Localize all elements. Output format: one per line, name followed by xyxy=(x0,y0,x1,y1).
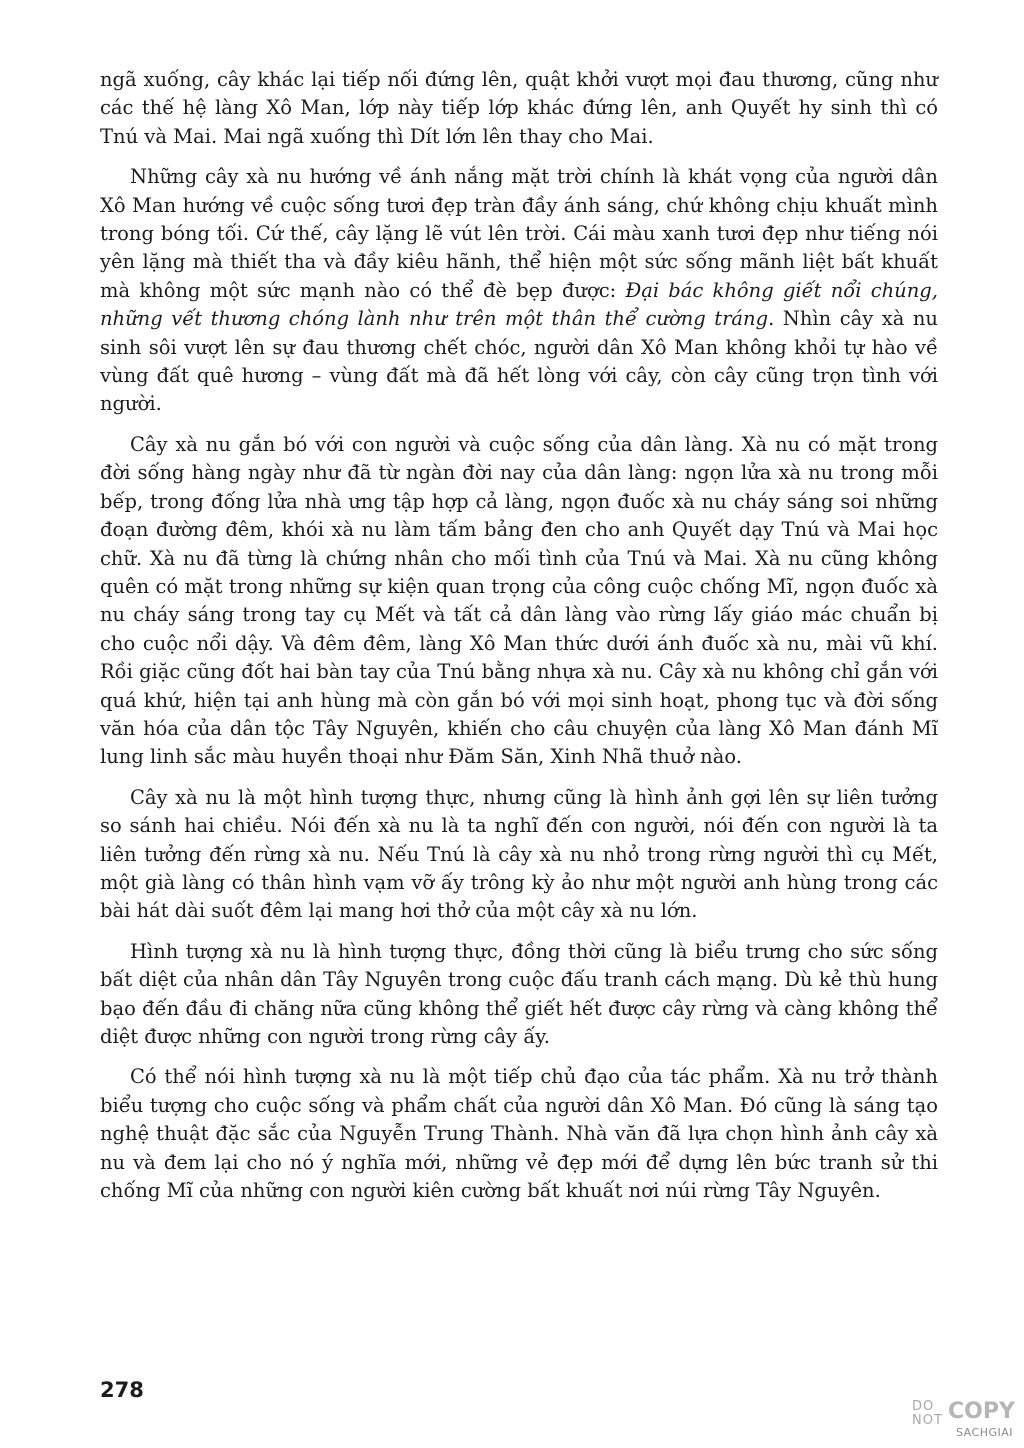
paragraph-1: ngã xuống, cây khác lại tiếp nối đứng lên, quật khởi vượt mọi đau thương, cũng như các thế hệ làng Xô Man, lớp này tiếp lớp khác đứng lên, anh Quyết hy sinh thì có Tnú và Mai. Mai ngã xuống thì Dít lớn lên thay cho Mai. xyxy=(100,68,938,148)
watermark-copy: COPY xyxy=(948,1399,1015,1424)
paragraph-2-after: . Nhìn cây xà nu sinh sôi vượt lên sự đau thương chết chóc, người dân Xô Man không khỏi tự hào về vùng đất quê hương – vùng đất mà đã hết lòng với cây, còn cây cũng trọn tình với người. xyxy=(100,307,938,416)
watermark xyxy=(912,1398,1018,1444)
page-body xyxy=(100,66,938,1217)
paragraph-5: Hình tượng xà nu là hình tượng thực, đồng thời cũng là biểu trưng cho sức sống bất diệt của nhân dân Tây Nguyên trong cuộc đấu tranh cách mạng. Dù kẻ thù hung bạo đến đầu đi chăng nữa cũng không thể giết hết được cây rừng và càng không thể diệt được những con người trong rừng cây ấy. xyxy=(100,939,938,1048)
watermark-do: DO xyxy=(912,1399,935,1414)
page-number: 278 xyxy=(100,1378,144,1402)
watermark-not: NOT xyxy=(912,1413,943,1428)
paragraph-4: Cây xà nu là một hình tượng thực, nhưng cũng là hình ảnh gợi lên sự liên tưởng so sánh hai chiều. Nói đến xà nu là ta nghĩ đến con người, nói đến con người là ta liên tưởng đến rừng xà nu. Nếu Tnú là cây xà nu nhỏ trong rừng người thì cụ Mết, một già làng có thân hình vạm vỡ ấy trông kỳ ảo như một người anh hùng trong các bài hát dài suốt đêm lại mang hơi thở của một cây xà nu lớn. xyxy=(100,785,938,923)
watermark-brand: SACHGIAI xyxy=(956,1426,1014,1439)
paragraph-6: Có thể nói hình tượng xà nu là một tiếp chủ đạo của tác phẩm. Xà nu trở thành biểu tượng cho cuộc sống và phẩm chất của người dân Xô Man. Đó cũng là sáng tạo nghệ thuật đặc sắc của Nguyễn Trung Thành. Nhà văn đã lựa chọn hình ảnh cây xà nu và đem lại cho nó ý nghĩa mới, những vẻ đẹp mới để dựng lên bức tranh sử thi chống Mĩ của những con người kiên cường bất khuất nơi núi rừng Tây Nguyên. xyxy=(100,1065,938,1203)
paragraph-2 xyxy=(100,163,938,419)
paragraph-2-before: Những cây xà nu hướng về ánh nắng mặt trời chính là khát vọng của người dân Xô Man hướng về cuộc sống tươi đẹp tràn đầy ánh sáng, chứ không chịu khuất mình trong bóng tối. Cứ thế, cây lặng lẽ vút lên trời. Cái màu xanh tươi đẹp như tiếng nói yên lặng mà thiết tha và đầy kiêu hãnh, thể hiện một sức sống mãnh liệt bất khuất mà không một sức mạnh nào có thể đè bẹp được: xyxy=(100,165,938,302)
paragraph-2-quote: Đại bác không giết nổi chúng, những vết thương chóng lành như trên một thân thể cường tráng xyxy=(100,278,938,331)
paragraph-3: Cây xà nu gắn bó với con người và cuộc sống của dân làng. Xà nu có mặt trong đời sống hàng ngày như đã từ ngàn đời nay của dân làng: ngọn lửa xà nu trong mỗi bếp, trong đống lửa nhà ưng tập hợp cả làng, ngọn đuốc xà nu cháy sáng soi những đoạn đường đêm, khói xà nu làm tấm bảng đen cho anh Quyết dạy Tnú và Mai học chữ. Xà nu đã từng là chứng nhân cho mối tình của Tnú và Mai. Xà nu cũng không quên có mặt trong những sự kiện quan trọng của công cuộc chống Mĩ, ngọn đuốc xà nu cháy sáng trong tay cụ Mết và tất cả dân làng vào rừng lấy giáo mác chuẩn bị cho cuộc nổi dậy. Và đêm đêm, làng Xô Man thức dưới ánh đuốc xà nu, mài vũ khí. Rồi giặc cũng đốt hai bàn tay của Tnú bằng nhựa xà nu. Cây xà nu không chỉ gắn với quá khứ, hiện tại anh hùng mà còn gắn bó với mọi sinh hoạt, phong tục và đời sống văn hóa của dân tộc Tây Nguyên, khiến cho câu chuyện của làng Xô Man đánh Mĩ lung linh sắc màu huyền thoại như Đăm Săn, Xinh Nhã thuở nào. xyxy=(100,432,938,769)
